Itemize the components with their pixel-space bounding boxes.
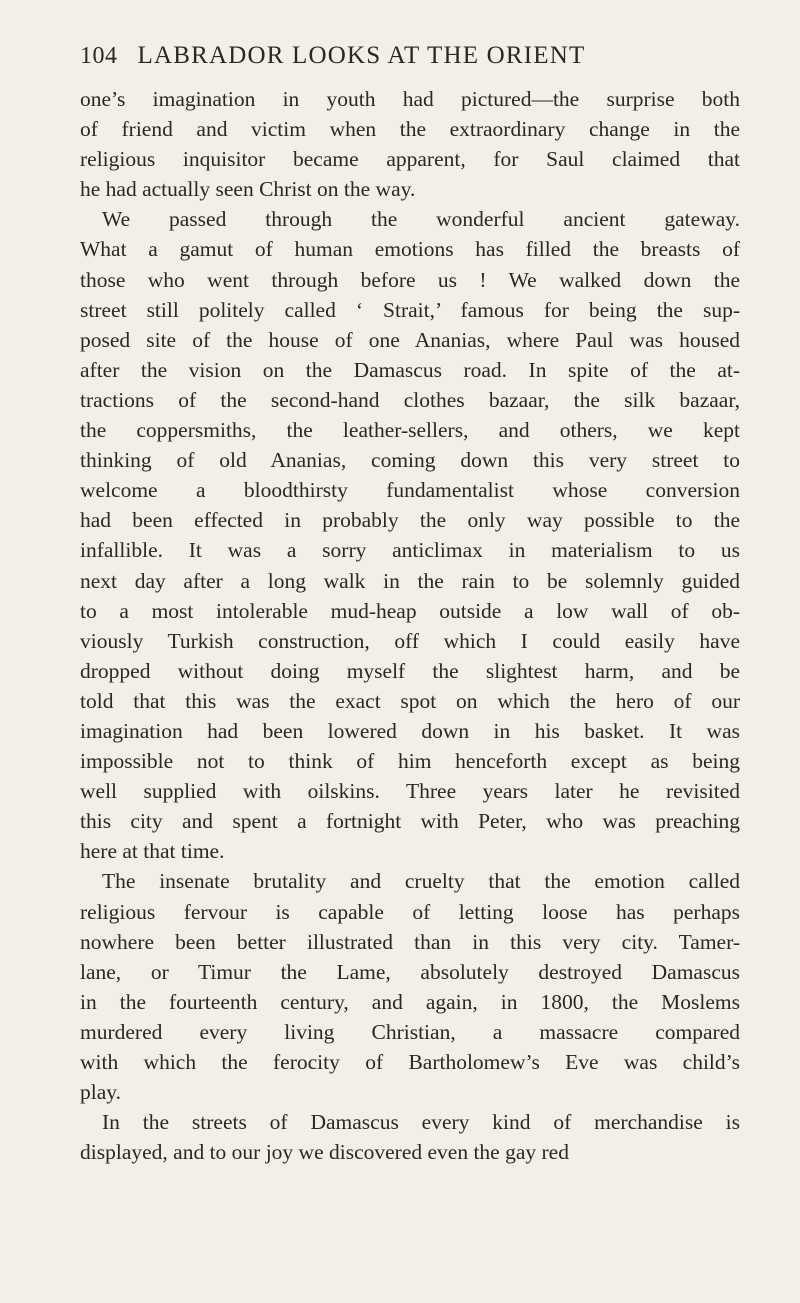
text-line: religious fervour is capable of letting loose has perhaps <box>80 899 740 924</box>
text-line: this city and spent a fortnight with Peter, who was preaching <box>80 809 740 834</box>
paragraph <box>80 84 740 204</box>
text-line: with which the ferocity of Bartholomew’s Eve was child’s <box>80 1050 740 1074</box>
text-line: next day after a long walk in the rain to be solemnly guided <box>80 568 740 593</box>
text-line: after the vision on the Damascus road. In spite of the at- <box>80 357 740 382</box>
text-line: of friend and victim when the extraordinary change in the <box>80 117 740 142</box>
text-line: in the fourteenth century, and again, in 1800, the Moslems <box>80 989 740 1014</box>
text-line: We passed through the wonderful ancient gateway. <box>102 207 740 232</box>
text-line: The insenate brutality and cruelty that the emotion called <box>102 869 740 894</box>
text-line: nowhere been better illustrated than in this very city. Tamer- <box>80 929 740 954</box>
text-line: the coppersmiths, the leather-sellers, and others, we kept <box>80 418 740 443</box>
text-line: In the streets of Damascus every kind of merchandise is <box>102 1110 740 1135</box>
text-line: infallible. It was a sorry anticlimax in materialism to us <box>80 538 740 563</box>
text-line: here at that time. <box>80 839 225 864</box>
text-line: those who went through before us ! We walked down the <box>80 267 740 292</box>
text-line: well supplied with oilskins. Three years later he revisited <box>80 779 740 804</box>
text-line: thinking of old Ananias, coming down this very street to <box>80 448 740 473</box>
text-line: he had actually seen Christ on the way. <box>80 177 416 202</box>
running-title: LABRADOR LOOKS AT THE ORIENT <box>137 42 586 69</box>
paragraph <box>80 866 740 1107</box>
text-line: play. <box>80 1080 121 1105</box>
text-line: street still politely called ‘ Strait,’ famous for being the sup- <box>80 297 740 322</box>
paragraph <box>80 204 740 866</box>
text-line: one’s imagination in youth had pictured—the surprise both <box>80 87 740 111</box>
text-line: imagination had been lowered down in his basket. It was <box>80 718 740 743</box>
page-number: 104 <box>80 43 118 69</box>
text-line: tractions of the second-hand clothes bazaar, the silk bazaar, <box>80 387 740 412</box>
text-line: told that this was the exact spot on which the hero of our <box>80 688 740 713</box>
text-line: displayed, and to our joy we discovered even the gay red <box>80 1140 569 1165</box>
text-line: What a gamut of human emotions has filled the breasts of <box>80 237 740 262</box>
body-text <box>80 84 740 1167</box>
text-line: lane, or Timur the Lame, absolutely destroyed Damascus <box>80 959 740 984</box>
text-line: murdered every living Christian, a massacre compared <box>80 1019 740 1044</box>
text-line: posed site of the house of one Ananias, where Paul was housed <box>80 327 740 352</box>
text-line: impossible not to think of him henceforth except as being <box>80 749 740 774</box>
text-line: to a most intolerable mud-heap outside a low wall of ob- <box>80 598 740 623</box>
text-line: welcome a bloodthirsty fundamentalist whose conversion <box>80 478 740 503</box>
text-line: viously Turkish construction, off which I could easily have <box>80 628 740 653</box>
text-line: religious inquisitor became apparent, for Saul claimed that <box>80 147 740 172</box>
page-header <box>80 42 740 70</box>
book-page <box>80 42 740 1167</box>
text-line: dropped without doing myself the slightest harm, and be <box>80 658 740 683</box>
paragraph <box>80 1107 740 1167</box>
text-line: had been effected in probably the only way possible to the <box>80 508 740 533</box>
